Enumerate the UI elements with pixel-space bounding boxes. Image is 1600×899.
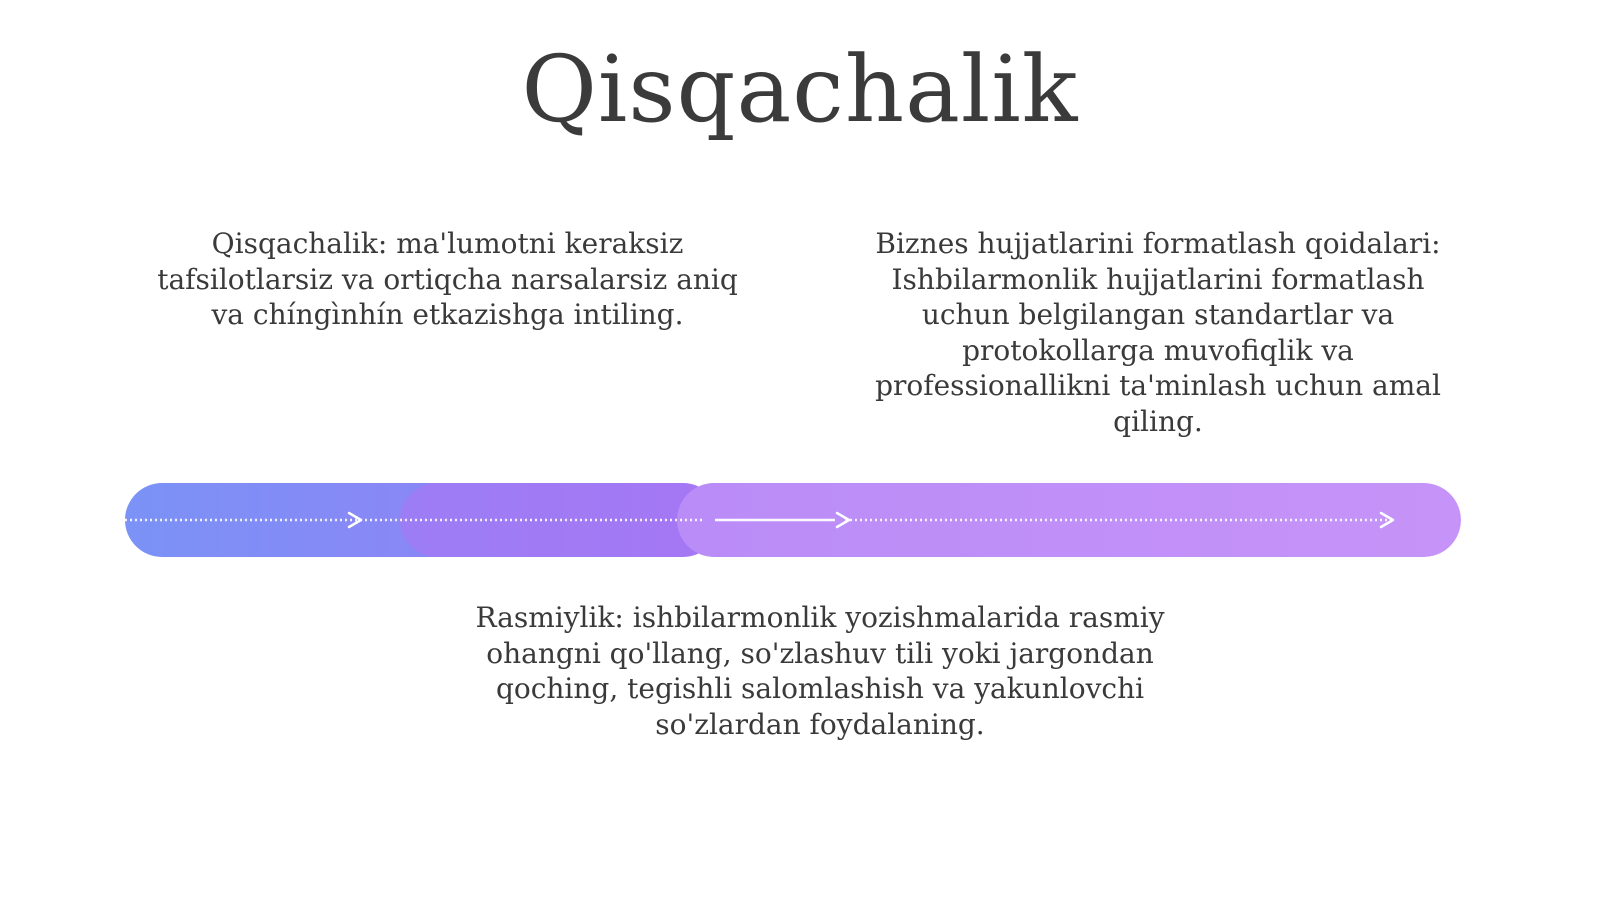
timeline-item-formality: Rasmiylik: ishbilarmonlik yozishmalarida rasmiy ohangni qo'llang, so'zlashuv tili yoki jargondan qoching, tegishli salomlashish va yakunlovchi so'zlardan foydalaning. bbox=[475, 601, 1165, 741]
timeline-item-concision: Qisqachalik: ma'lumotni keraksiz tafsilotlarsiz va ortiqcha narsalarsiz aniq va chíngìnhín etkazishga intiling. bbox=[157, 227, 738, 331]
timeline-bar bbox=[125, 483, 1461, 557]
timeline-item-formatting-rules: Biznes hujjatlarini formatlash qoidalari: Ishbilarmonlik hujjatlarini formatlash uchun belgilangan standartlar va protokollarga muvofiqlik va professionallikni ta'minlash uchun amal qiling. bbox=[875, 227, 1441, 438]
slide-title: Qisqachalik bbox=[521, 36, 1079, 143]
